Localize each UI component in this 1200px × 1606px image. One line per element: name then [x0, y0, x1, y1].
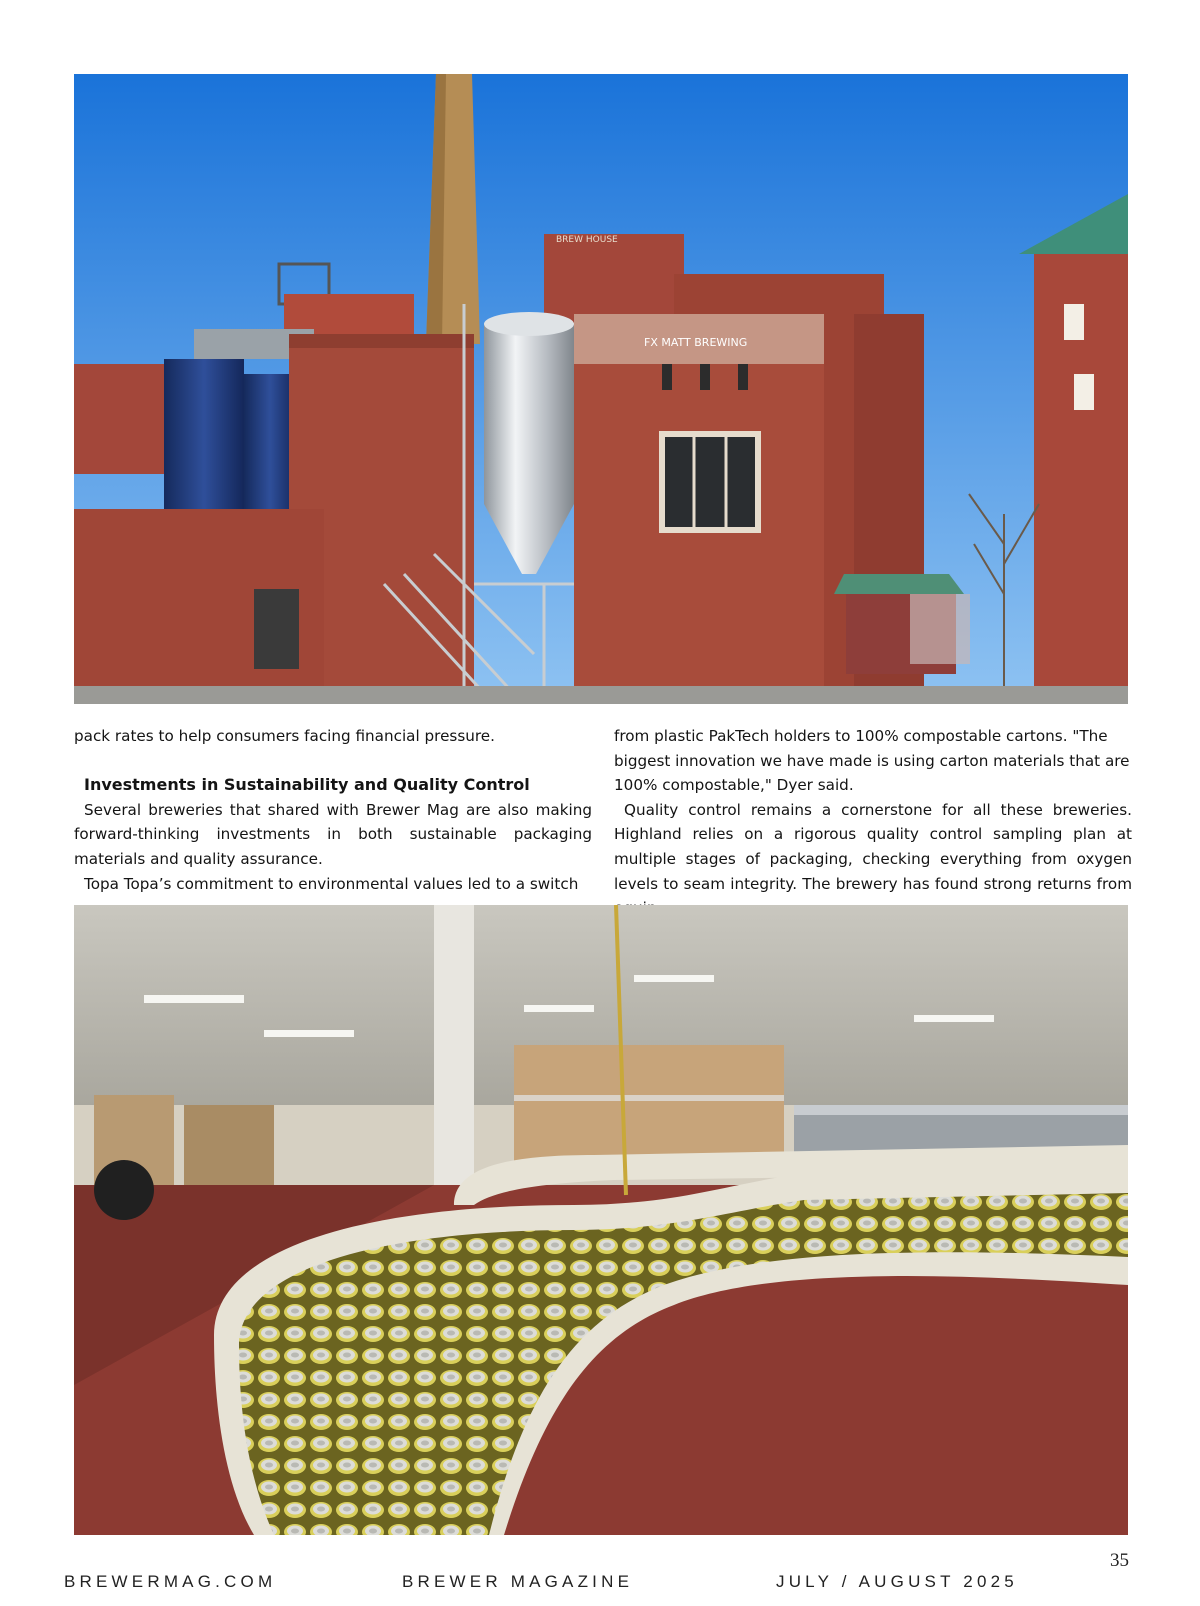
page-number: 35: [1110, 1550, 1129, 1571]
brewery-exterior-photo: [74, 74, 1128, 704]
paragraph: Quality control remains a cornerstone for all these breweries. Highland relies on a rigorous quality control sampling plan at multiple stages of packaging, checking everything from oxygen levels to seam integrity. The brewery has found strong returns from: [614, 800, 1132, 893]
article-column-right: [614, 724, 1132, 921]
paragraph: pack rates to help consumers facing financial pressure.: [74, 727, 495, 745]
article-column-left: [74, 724, 592, 896]
paragraph: from plastic PakTech holders to 100% compostable cartons. "The biggest innovation we have made is using carton materials that are 100% compostable," Dyer said.: [614, 727, 1130, 795]
brewery-sign-text: FX MATT BREWING: [644, 336, 748, 349]
section-heading: Investments in Sustainability and Quality Control: [84, 775, 530, 795]
brewhouse-text: BREW HOUSE: [556, 235, 618, 245]
canning-line-photo: [74, 905, 1128, 1535]
paragraph: Topa Topa’s commitment to environmental values led to a switch: [84, 874, 579, 893]
paragraph: Several breweries that shared with Brewer Mag are also making forward-thinking investments in both sustainable packaging materials and quality assurance.: [74, 800, 592, 868]
footer-site: BREWERMAG.COM: [64, 1572, 277, 1591]
footer-issue-date: JULY / AUGUST 2025: [776, 1572, 1018, 1591]
footer-magazine: BREWER MAGAZINE: [402, 1572, 634, 1591]
